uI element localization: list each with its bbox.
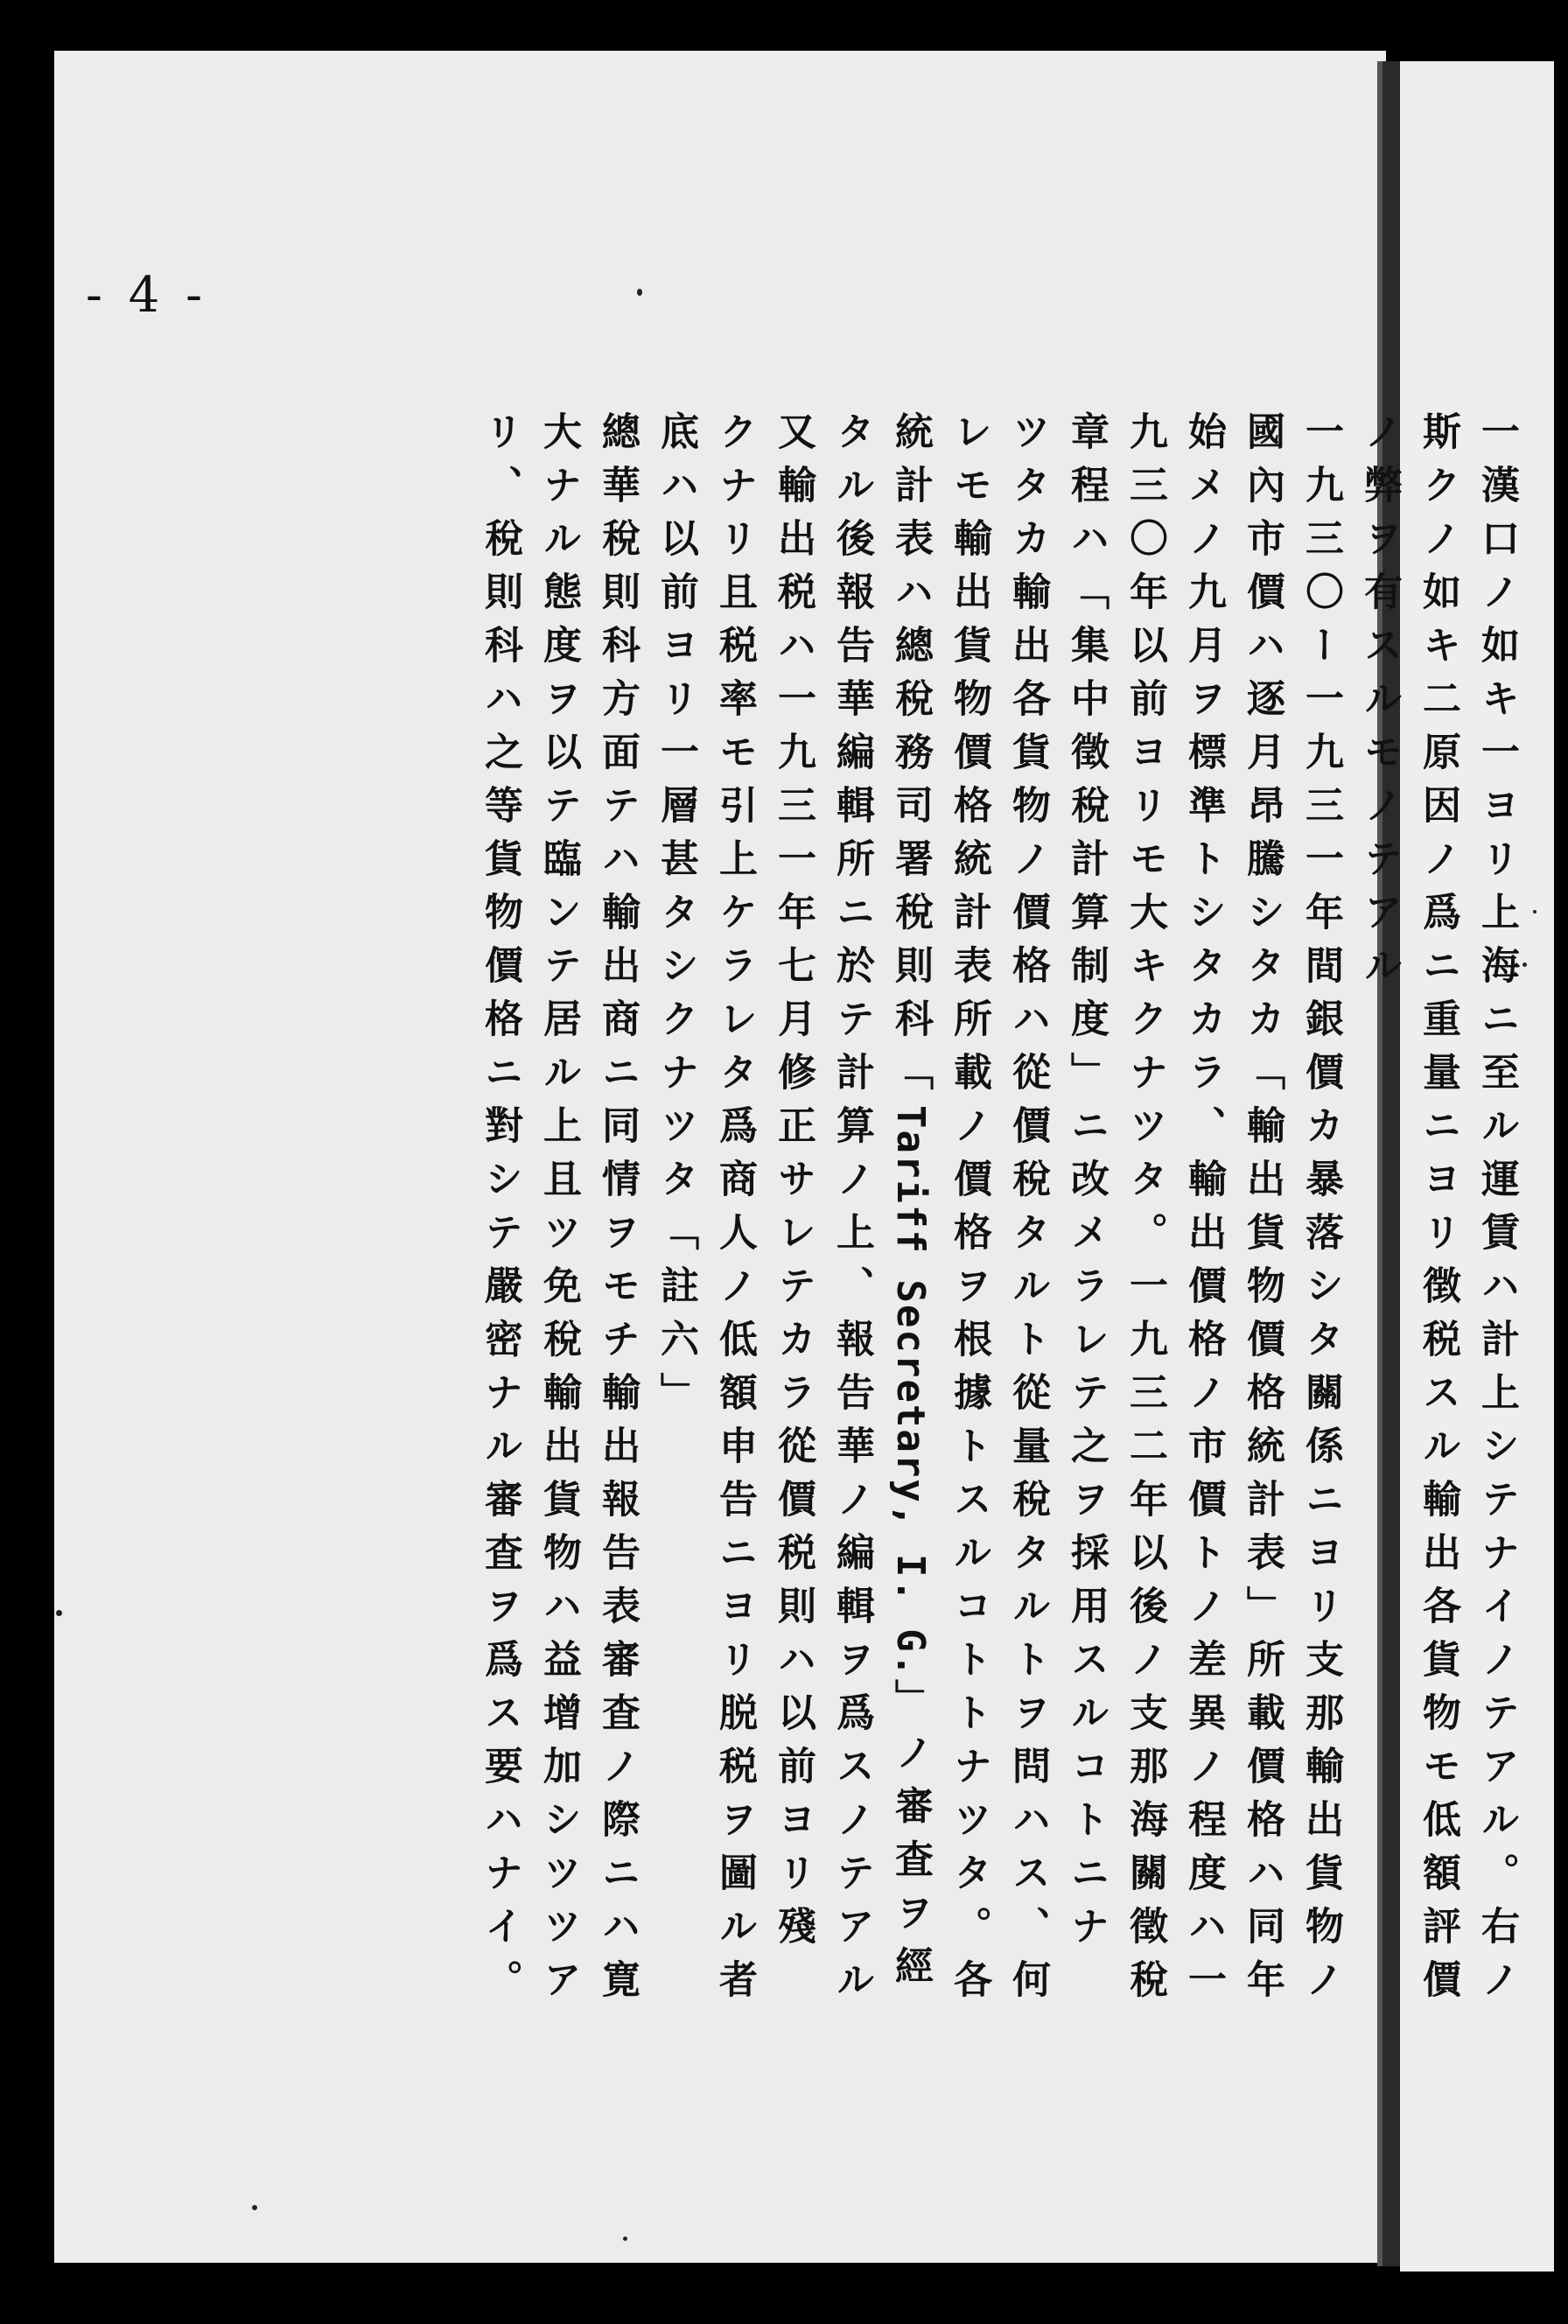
text-column-18: リ、稅則科ハ之等貨物價格ニ對シテ嚴密ナル審査ヲ爲ス要ハナイ。 [478,411,522,2012]
text-column-3: ノ弊ヲ有スルモノテアル [1357,411,1402,998]
text-column-9: ツタカ輸出各貨物ノ價格ハ從價稅タルト從量稅タルトヲ問ハス、何 [1005,411,1050,2012]
text-column-16: 總華稅則科方面テハ輸出商ニ同情ヲモチ輸出報告表審査ノ際ニハ寛 [595,411,640,2012]
text-column-1: 一漢口ノ如キ一ヨリ上海ニ至ル運賃ハ計上シテナイノテアル。右ノ [1474,411,1519,2012]
text-column-4: 一九三〇ー一九三一年間銀價カ暴落シタ關係ニヨリ支那輸出貨物ノ [1298,411,1343,2012]
text-column-17: 大ナル態度ヲ以テ臨ンテ居ル上且ツ免稅輸出貨物ハ益增加シツツア [536,411,581,2012]
ink-speck [252,2205,257,2210]
text-column-2: 斯クノ如キ二原因ノ爲ニ重量ニヨリ徴税スル輸出各貨物モ低額評價 [1416,411,1460,2012]
page-number: - 4 - [86,267,208,324]
text-column-6: 始メノ九月ヲ標準トシタカラ、輸出價格ノ市價トノ差異ノ程度ハ一 [1181,411,1226,2012]
text-column-10: レモ輸出貨物價格統計表所載ノ價格ヲ根據トスルコトトナツタ。各 [947,411,991,2012]
ink-speck [1533,910,1536,914]
vertical-body-text [471,411,1526,2214]
text-column-8: 章程ハ「集中徵稅計算制度」ニ改メラレテ之ヲ採用スルコトニナ [1064,411,1109,1959]
ink-speck [623,2236,627,2241]
roman-text: Tariff Secretary, I. G. [888,1105,933,1679]
ink-speck [1522,962,1527,967]
text-column-5: 國內市價ハ逐月昂騰シタカ「輸出貨物價格統計表」所載價格ハ同年 [1240,411,1284,2012]
ink-speck [637,289,642,296]
text-column-11: 統計表ハ總稅務司署稅則科「Tariff Secretary, I. G.」ノ審査ヲ經 [888,411,933,1999]
text-column-14: クナリ且税率モ引上ケラレタ爲商人ノ低額申告ニヨリ脱税ヲ圖ル者 [712,411,757,2012]
text-column-15: 底ハ以前ヨリ一層甚タシクナツタ「註六」 [654,411,698,1425]
ink-speck [56,1610,62,1616]
text-column-7: 九三〇年以前ヨリモ大キクナツタ。一九三二年以後ノ支那海關徵稅 [1123,411,1167,2012]
text-column-12: タル後報告華編輯所ニ於テ計算ノ上、報告華ノ編輯ヲ爲スノテアル [830,411,874,2012]
text-column-13: 又輸出税ハ一九三一年七月修正サレテカラ從價税則ハ以前ヨリ殘 [771,411,816,1959]
